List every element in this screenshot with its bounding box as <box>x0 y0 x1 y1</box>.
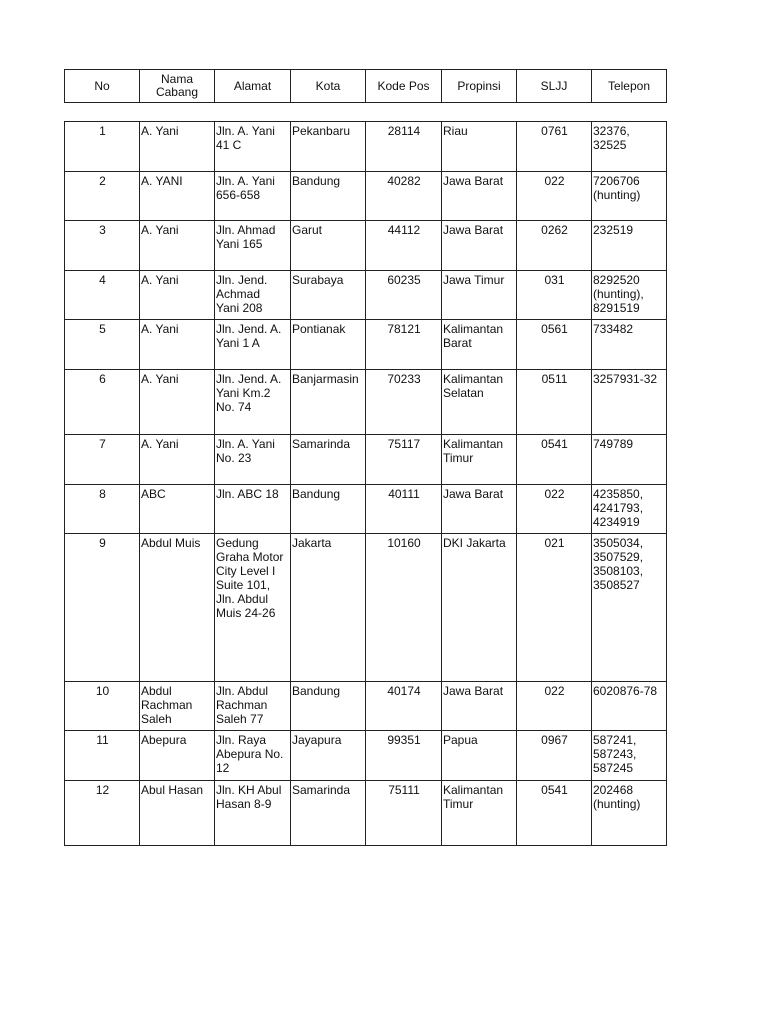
table-row <box>65 320 667 370</box>
cell-nama-cabang: Abepura <box>140 731 215 781</box>
cell-sljj: 021 <box>517 534 592 682</box>
cell-propinsi: Jawa Barat <box>442 221 517 271</box>
table-row <box>65 122 667 172</box>
cell-propinsi: Jawa Timur <box>442 271 517 320</box>
branch-table <box>64 121 667 846</box>
cell-propinsi: Jawa Barat <box>442 682 517 731</box>
cell-telepon: 3505034, 3507529, 3508103, 3508527 <box>592 534 667 682</box>
cell-kode-pos: 78121 <box>366 320 442 370</box>
cell-telepon: 232519 <box>592 221 667 271</box>
cell-kode-pos: 70233 <box>366 370 442 435</box>
cell-nama-cabang: A. Yani <box>140 271 215 320</box>
cell-sljj: 0262 <box>517 221 592 271</box>
cell-propinsi: Papua <box>442 731 517 781</box>
cell-no: 4 <box>65 271 140 320</box>
cell-sljj: 0511 <box>517 370 592 435</box>
column-header-kode-pos: Kode Pos <box>366 70 442 103</box>
cell-propinsi: Kalimantan Selatan <box>442 370 517 435</box>
cell-nama-cabang: Abdul Muis <box>140 534 215 682</box>
table-row <box>65 731 667 781</box>
cell-no: 6 <box>65 370 140 435</box>
cell-kota: Jayapura <box>291 731 366 781</box>
cell-telepon: 32376, 32525 <box>592 122 667 172</box>
cell-alamat: Jln. Jend. A. Yani Km.2 No. 74 <box>215 370 291 435</box>
cell-telepon: 587241, 587243, 587245 <box>592 731 667 781</box>
cell-no: 10 <box>65 682 140 731</box>
cell-alamat: Jln. ABC 18 <box>215 485 291 534</box>
cell-kode-pos: 99351 <box>366 731 442 781</box>
cell-sljj: 0541 <box>517 781 592 846</box>
cell-no: 2 <box>65 172 140 221</box>
cell-alamat: Jln. Abdul Rachman Saleh 77 <box>215 682 291 731</box>
cell-telepon: 733482 <box>592 320 667 370</box>
column-header-sljj: SLJJ <box>517 70 592 103</box>
cell-sljj: 0541 <box>517 435 592 485</box>
table-row <box>65 682 667 731</box>
column-header-alamat: Alamat <box>215 70 291 103</box>
cell-propinsi: Jawa Barat <box>442 172 517 221</box>
table-row <box>65 534 667 682</box>
cell-kota: Pontianak <box>291 320 366 370</box>
cell-telepon: 6020876-78 <box>592 682 667 731</box>
cell-nama-cabang: Abdul Rachman Saleh <box>140 682 215 731</box>
cell-sljj: 022 <box>517 485 592 534</box>
cell-sljj: 0967 <box>517 731 592 781</box>
cell-kota: Garut <box>291 221 366 271</box>
cell-sljj: 031 <box>517 271 592 320</box>
cell-propinsi: Kalimantan Timur <box>442 781 517 846</box>
cell-kode-pos: 10160 <box>366 534 442 682</box>
cell-kode-pos: 60235 <box>366 271 442 320</box>
cell-alamat: Jln. Jend. Achmad Yani 208 <box>215 271 291 320</box>
table-row <box>65 485 667 534</box>
cell-no: 3 <box>65 221 140 271</box>
cell-no: 12 <box>65 781 140 846</box>
cell-kota: Banjarmasin <box>291 370 366 435</box>
cell-kode-pos: 40111 <box>366 485 442 534</box>
cell-nama-cabang: A. Yani <box>140 370 215 435</box>
column-header-telepon: Telepon <box>592 70 667 103</box>
cell-no: 8 <box>65 485 140 534</box>
cell-no: 9 <box>65 534 140 682</box>
table-header <box>64 69 667 103</box>
cell-telepon: 202468 (hunting) <box>592 781 667 846</box>
cell-propinsi: Kalimantan Timur <box>442 435 517 485</box>
cell-propinsi: Kalimantan Barat <box>442 320 517 370</box>
cell-kota: Samarinda <box>291 435 366 485</box>
column-header-kota: Kota <box>291 70 366 103</box>
table-row <box>65 271 667 320</box>
cell-propinsi: Jawa Barat <box>442 485 517 534</box>
cell-kode-pos: 75111 <box>366 781 442 846</box>
cell-sljj: 022 <box>517 172 592 221</box>
cell-nama-cabang: Abul Hasan <box>140 781 215 846</box>
cell-nama-cabang: A. Yani <box>140 320 215 370</box>
cell-kota: Bandung <box>291 172 366 221</box>
cell-no: 5 <box>65 320 140 370</box>
cell-nama-cabang: A. Yani <box>140 122 215 172</box>
cell-kode-pos: 40174 <box>366 682 442 731</box>
cell-sljj: 022 <box>517 682 592 731</box>
cell-kota: Bandung <box>291 682 366 731</box>
cell-kode-pos: 28114 <box>366 122 442 172</box>
cell-kota: Surabaya <box>291 271 366 320</box>
cell-nama-cabang: A. Yani <box>140 435 215 485</box>
cell-kode-pos: 40282 <box>366 172 442 221</box>
cell-telepon: 749789 <box>592 435 667 485</box>
table-row <box>65 370 667 435</box>
cell-alamat: Jln. Jend. A. Yani 1 A <box>215 320 291 370</box>
cell-telepon: 3257931-32 <box>592 370 667 435</box>
cell-kode-pos: 44112 <box>366 221 442 271</box>
cell-sljj: 0761 <box>517 122 592 172</box>
cell-propinsi: Riau <box>442 122 517 172</box>
cell-telepon: 7206706 (hunting) <box>592 172 667 221</box>
table-row <box>65 781 667 846</box>
cell-no: 1 <box>65 122 140 172</box>
cell-telepon: 4235850, 4241793, 4234919 <box>592 485 667 534</box>
cell-kota: Samarinda <box>291 781 366 846</box>
cell-alamat: Jln. Raya Abepura No. 12 <box>215 731 291 781</box>
table-row <box>65 221 667 271</box>
cell-nama-cabang: A. YANI <box>140 172 215 221</box>
cell-propinsi: DKI Jakarta <box>442 534 517 682</box>
column-header-no: No <box>65 70 140 103</box>
column-header-propinsi: Propinsi <box>442 70 517 103</box>
cell-kota: Pekanbaru <box>291 122 366 172</box>
cell-alamat: Jln. A. Yani 656-658 <box>215 172 291 221</box>
cell-alamat: Jln. A. Yani 41 C <box>215 122 291 172</box>
cell-sljj: 0561 <box>517 320 592 370</box>
cell-nama-cabang: ABC <box>140 485 215 534</box>
cell-kota: Jakarta <box>291 534 366 682</box>
cell-telepon: 8292520 (hunting), 8291519 <box>592 271 667 320</box>
cell-alamat: Jln. Ahmad Yani 165 <box>215 221 291 271</box>
cell-nama-cabang: A. Yani <box>140 221 215 271</box>
column-header-nama-cabang: Nama Cabang <box>140 70 215 103</box>
cell-alamat: Jln. A. Yani No. 23 <box>215 435 291 485</box>
cell-alamat: Jln. KH Abul Hasan 8-9 <box>215 781 291 846</box>
cell-alamat: Gedung Graha Motor City Level I Suite 101, Jln. Abdul Muis 24-26 <box>215 534 291 682</box>
cell-no: 11 <box>65 731 140 781</box>
cell-kota: Bandung <box>291 485 366 534</box>
table-row <box>65 172 667 221</box>
cell-kode-pos: 75117 <box>366 435 442 485</box>
cell-no: 7 <box>65 435 140 485</box>
table-row <box>65 435 667 485</box>
